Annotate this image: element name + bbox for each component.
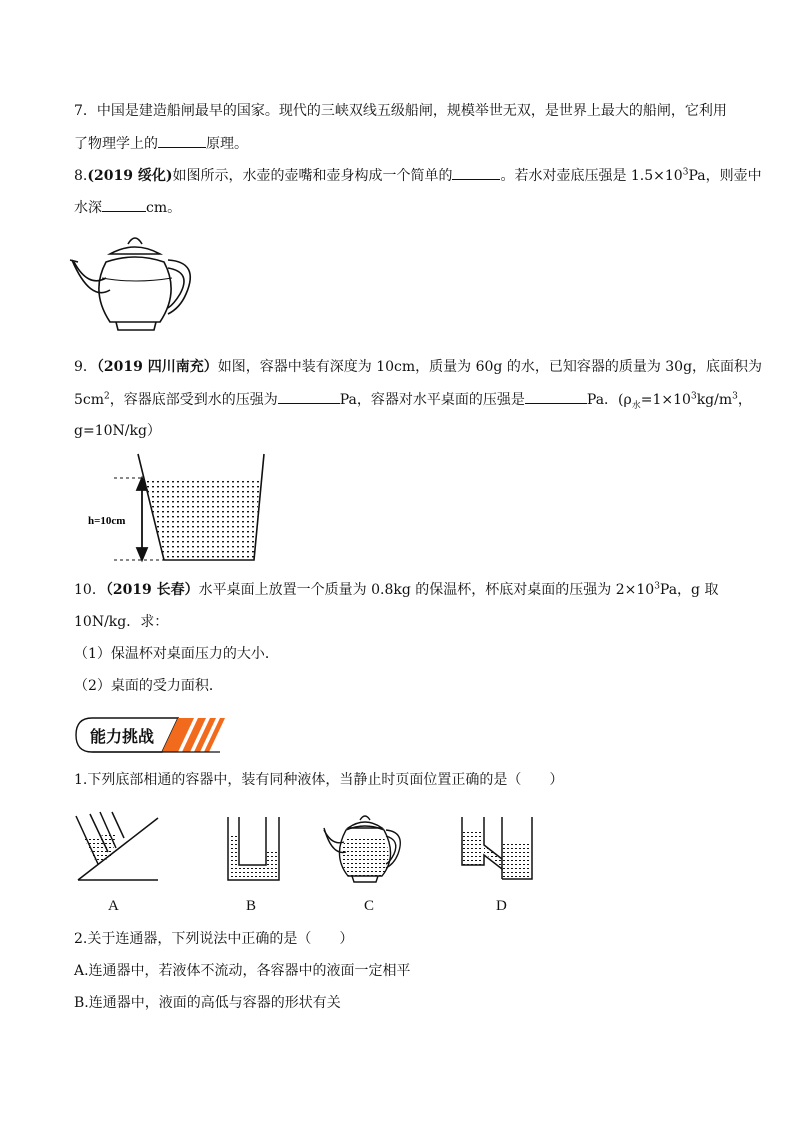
q8-line-1 <box>74 165 762 186</box>
c2-option-b[interactable] <box>74 993 341 1013</box>
q10-subquestion-2: （2）桌面的受力面积． <box>74 678 223 694</box>
q9-text-b: 5cm <box>74 392 105 408</box>
q8-text-a: 如图所示，水壶的壶嘴和壶身构成一个简单的 <box>172 168 453 184</box>
q8-text-b: 。若水对壶底压强是 1.5×10 <box>500 168 683 184</box>
q8-source: (2019 绥化) <box>87 168 173 184</box>
q7-text-b: 原理。 <box>206 136 248 152</box>
q9-answer-blank-1[interactable] <box>278 389 340 404</box>
q10-sub-1 <box>74 644 279 664</box>
q9-text-g: kg/m <box>696 392 733 408</box>
q10-sub-2 <box>74 676 223 696</box>
option-a-label[interactable]: A <box>108 898 119 914</box>
q8-number: 8. <box>74 168 88 184</box>
q9-text-i: g=10N/kg） <box>74 423 161 439</box>
option-d-label[interactable]: D <box>496 898 507 914</box>
q7-text: 7．中国是建造船闸最早的国家。现代的三峡双线五级船闸，规模举世无双，是世界上最大的船闸，它利用 <box>74 103 727 119</box>
c1-line <box>74 770 563 790</box>
q9-text-c: ，容器底部受到水的压强为 <box>109 392 278 408</box>
c2-option-b-text: B.连通器中，液面的高低与容器的形状有关 <box>74 995 341 1011</box>
c2-line <box>74 929 353 949</box>
q9-line-3 <box>74 421 161 441</box>
c2-option-a[interactable] <box>74 961 411 981</box>
option-b-label[interactable]: B <box>246 898 257 914</box>
q8-text-d: 水深 <box>74 200 102 216</box>
q10-text-c: 10N/kg．求： <box>74 614 169 630</box>
q10-exponent: 3 <box>654 581 660 592</box>
c1-text: 1.下列底部相通的容器中，装有同种液体，当静止时页面位置正确的是（ ） <box>74 772 564 788</box>
q9-exp-1: 2 <box>104 391 110 402</box>
q7-line-2 <box>74 133 248 154</box>
q9-text-h: ， <box>737 392 752 408</box>
depth-label: h=10cm <box>88 515 126 527</box>
q8-answer-blank-2[interactable] <box>102 197 146 212</box>
option-c-figure <box>322 810 408 886</box>
option-d-figure <box>458 815 538 883</box>
q8-text-c: Pa，则壶中 <box>688 168 762 184</box>
q8-line-2 <box>74 197 181 218</box>
option-b-figure <box>222 815 284 883</box>
q8-text-e: cm。 <box>146 200 182 216</box>
q10-number: 10． <box>74 582 106 598</box>
q9-line-2 <box>74 389 752 410</box>
q10-text-b: Pa，g 取 <box>659 582 719 598</box>
q9-line-1 <box>74 357 762 377</box>
q7-answer-blank[interactable] <box>158 133 206 148</box>
q9-subscript: 水 <box>631 400 641 411</box>
q8-answer-blank-1[interactable] <box>452 165 500 180</box>
q9-text-f: =1×10 <box>640 392 691 408</box>
option-a-figure <box>72 810 162 885</box>
q9-number: 9． <box>74 359 97 375</box>
q7-text-a: 了物理学上的 <box>74 136 158 152</box>
q10-line-2 <box>74 612 168 632</box>
q10-subquestion-1: （1）保温杯对桌面压力的大小． <box>74 646 279 662</box>
q9-exp-2: 3 <box>690 391 697 402</box>
option-c-label[interactable]: C <box>364 898 375 914</box>
section-title: 能力挑战 <box>90 727 155 746</box>
q9-answer-blank-2[interactable] <box>525 389 587 404</box>
q7-line-1 <box>74 101 727 121</box>
q10-source: （2019 长春） <box>105 582 199 598</box>
q10-line-1 <box>74 580 718 600</box>
q9-text-d: Pa，容器对水平桌面的压强是 <box>339 392 525 408</box>
teapot-figure <box>68 232 204 338</box>
q9-source: （2019 四川南充） <box>96 359 218 375</box>
q9-text-a: 如图，容器中装有深度为 10cm，质量为 60g 的水，已知容器的质量为 30g，底面积为 <box>217 359 763 375</box>
q9-text-e: Pa．(ρ <box>586 392 632 408</box>
q8-exponent: 3 <box>682 167 689 178</box>
q9-exp-3: 3 <box>732 391 738 402</box>
q10-text-a: 水平桌面上放置一个质量为 0.8kg 的保温杯，杯底对桌面的压强为 2×10 <box>198 582 655 598</box>
container-figure <box>86 450 272 566</box>
c2-text: 2.关于连通器，下列说法中正确的是（ ） <box>74 931 354 947</box>
c2-option-a-text: A.连通器中，若液体不流动，各容器中的液面一定相平 <box>74 963 411 979</box>
